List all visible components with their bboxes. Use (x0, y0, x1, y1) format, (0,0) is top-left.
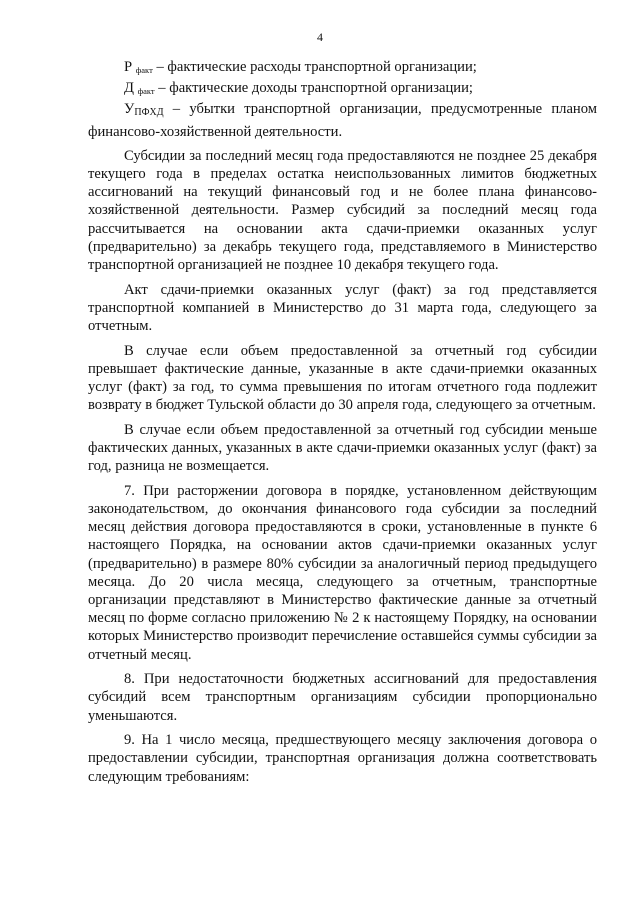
paragraph-clause-8: 8. При недостаточности бюджетных ассигнований для предоставления субсидий всем транспортным организациям субсидии пропорционально уменьшаются. (88, 671, 597, 724)
definition-subscript: факт (135, 65, 153, 75)
document-body (88, 58, 597, 792)
definition-subscript: факт (137, 86, 155, 97)
paragraph-excess-return: В случае если объем предоставленной за отчетный год субсидии превышает фактические данные, указанные в акте сдачи-приемки оказанных услуг (факт) за год, то сумма превышения по итогам отчетного года подлежит возврату в бюджет Тульской области до 30 апреля года, следующего за отчетным. (88, 342, 597, 414)
definition-symbol: Д (124, 80, 134, 97)
definition-text: – фактические расходы транспортной организации; (152, 59, 477, 75)
definition-symbol: У (124, 101, 135, 118)
definition-text: – фактические доходы транспортной организации; (154, 80, 473, 97)
definition-text: – убытки транспортной организации, предусмотренные планом финансово-хозяйственной деятельности. (88, 101, 597, 140)
paragraph-difference-not-reimbursed: В случае если объем предоставленной за отчетный год субсидии меньше фактических данных, указанных в акте сдачи-приемки оказанных услуг (факт) за год, разница не возмещается. (88, 421, 597, 475)
definition-r-fact (88, 58, 597, 79)
definition-u-pfhd (88, 100, 597, 140)
paragraph-annual-act: Акт сдачи-приемки оказанных услуг (факт) за год представляется транспортной компанией в Министерство до 31 марта года, следующего за отчетным. (88, 281, 597, 335)
paragraph-clause-9: 9. На 1 число месяца, предшествующего месяцу заключения договора о предоставлении субсидии, транспортная организация должна соответствовать следующим требованиям: (88, 732, 597, 785)
paragraph-last-month-subsidy: Субсидии за последний месяц года предоставляются не позднее 25 декабря текущего года в пределах остатка неиспользованных лимитов бюджетных ассигнований на текущий финансовый год и не более плана финансово-хозяйственной деятельности. Размер субсидий за последний месяц года рассчитывается на основании акта сдачи-приемки оказанных услуг (предварительно) за декабрь текущего года, представляемого в Министерство транспортной организацией не позднее 10 декабря текущего года. (88, 147, 597, 274)
definition-d-fact (88, 79, 597, 100)
page-number: 4 (317, 30, 323, 44)
paragraph-clause-7: 7. При расторжении договора в порядке, установленном действующим законодательством, до окончания финансового года субсидии за последний месяц действия договора предоставляются в сроки, установленные в пункте 6 настоящего Порядка, на основании актов сдачи-приемки оказанных услуг (предварительно) в размере 80% субсидии за аналогичный период предыдущего месяца. До 20 числа месяца, следующего за отчетным, транспортные организации представляют в Министерство фактические данные за отчетный месяц по форме согласно приложению № 2 к настоящему Порядку, на основании которых Министерство производит перечисление оставшейся суммы субсидии за отчетный месяц. (88, 482, 597, 663)
definition-symbol: Р (124, 59, 133, 75)
definition-subscript: ПФХД (134, 107, 164, 119)
